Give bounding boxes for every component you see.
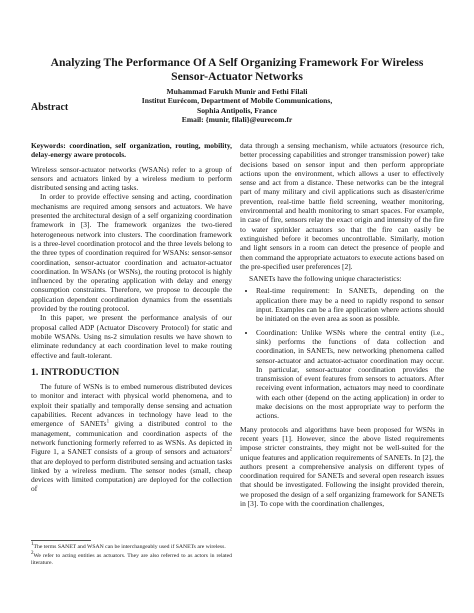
title-line-1: Analyzing The Performance Of A Self Organizing Framework For Wireless [50,56,424,69]
left-column [31,141,232,494]
affiliation-line-2: Sophia Antipolis, France [197,105,277,115]
introduction-heading: 1. INTRODUCTION [31,366,120,378]
intro-text-b: giving a distributed control to the management, communication and coordination aspects of the network functioning formerly referred to as WSNs. As depicted in Figure 1, a SANET consists of a group of sensors and actuators [31,419,232,457]
intro-text-c: that are deployed to perform distributed sensing and actuation tasks linked by a wireless medium. The sensor nodes (small, cheap devices with limited computation) are deployed for the collection of [31,456,232,494]
abstract-heading: Abstract [31,102,69,113]
footnote-marker-1: 1 [106,419,110,425]
right-paragraph-3: Many protocols and algorithms have been proposed for WSNs in recent years [1]. However, since the above listed requirements impose stricter constraints, they might not be well-suited for the unique features and application requirements of SANETs. In [2], the authors present a comprehensive analysis on different types of coordination required for SANETs and several open research issues that should be investigated. Following the insight provided therein, we proposed the design of a self organizing framework for SANETs in [3]. To cope with the coordination challenges, [240,424,444,508]
abstract-paragraph-1: Wireless sensor-actuator networks (WSANs) refer to a group of sensors and actuators linked by a wireless medium to perform distributed sensing and acting tasks. [31,164,232,193]
author-block [30,87,444,125]
introduction-paragraph-1 [31,382,232,494]
affiliation-line-1: Institut Eurécom, Department of Mobile Communications, [141,96,333,106]
abstract-paragraph-2: In order to provide effective sensing and acting, coordination mechanisms are required among sensors and actuators. We have presented the architectural design of a self organizing coordination framework in [3]. The framework organizes the two-tiered heterogeneous network into clusters. The coordination framework is a three-level coordination protocol and the three levels belong to the three types of coordination required for WSANs: sensor-sensor coordination, sensor-actuator coordination and actuator-actuator coordination. In WSANs (or WSNs), the routing protocol is highly influenced by the operating application with delay and energy consumption constraints. Therefore, we propose to decouple the application dependent coordination dynamics from the essentials provided by the routing protocol. [31,192,232,314]
characteristics-list [240,286,444,420]
title-line-2: Sensor-Actuator Networks [171,69,303,83]
right-paragraph-2: SANETs have the following unique characteristics: [249,274,402,284]
footnote-1-text: The terms SANET and WSAN can be interchangeably used if SANETs are wireless. [33,544,226,550]
footnote-2-number: 2 [31,551,34,557]
footnote-1 [31,544,232,551]
footnote-2-text: We refer to acting entities as actuators. They are also referred to as actors in related literature. [31,553,232,566]
abstract-paragraph-3: In this paper, we present the performance analysis of our proposal called ADP (Actuator Discovery Protocol) for static and mobile WSANs. Using ns-2 simulation results we have shown to eliminate redundancy at each coordination level to make routing effective and fault-tolerant. [31,313,232,360]
right-paragraph-1: data through a sensing mechanism, while actuators (resource rich, better processing capabilities and stronger transmission power) take decisions based on sensor input and then perform appropriate actions upon the environment, which allows a user to effectively sense and act from a distance. These networks can be the integral part of many military and civil applications such as disaster/crime prevention, real-time battle field screening, weather monitoring, environmental and health monitoring to smart spaces. For example, in case of fire, sensors relay the exact origin and intensity of the fire to water sprinkler actuators so that the fire can easily be extinguished before it becomes uncontrollable. Similarly, motion and light sensors in a room can detect the presence of people and then command the appropriate actuators to execute actions based on the pre-specified user preferences [2]. [240,141,444,271]
keywords: Keywords: coordination, self organization, routing, mobility, delay-energy aware protocols. [31,141,232,160]
author-names: Muhammad Farukh Munir and Fethi Filali [166,87,308,96]
right-column [240,141,444,508]
list-item: • Coordination: Unlike WSNs where the central entity (i.e., sink) performs the functions of data collection and coordination, in SANETs, new networking phenomena called sensor-actuator and actuator-actuator coordination may occur. In particular, sensor-actuator coordination provides the transmission of event features from sensors to actuators. After receiving event information, actuators may need to coordinate with each other (depend on the acting application) in order to make decisions on the most appropriate way to perform the actions. [256,328,444,421]
footnotes [31,544,232,569]
footnote-rule [31,540,91,541]
footnote-2 [31,553,232,567]
author-email: Email: {munir, filali}@eurecom.fr [181,115,293,125]
paper-title [30,56,444,83]
intro-text-a: The future of WSNs is to embed numerous distributed devices to monitor and interact with physical world phenomena, and to exploit their spatially and temporally dense sensing and actuation capabilities. Recent advances in technology have lead to the emergence of SANETs [31,382,232,429]
footnote-marker-2: 2 [229,447,232,453]
list-item: • Real-time requirement: In SANETs, depending on the application there may be a need to rapidly respond to sensor input. Examples can be a fire application where actions should be initiated on the even area as soon as possible. [256,286,444,323]
footnote-1-number: 1 [31,542,34,548]
